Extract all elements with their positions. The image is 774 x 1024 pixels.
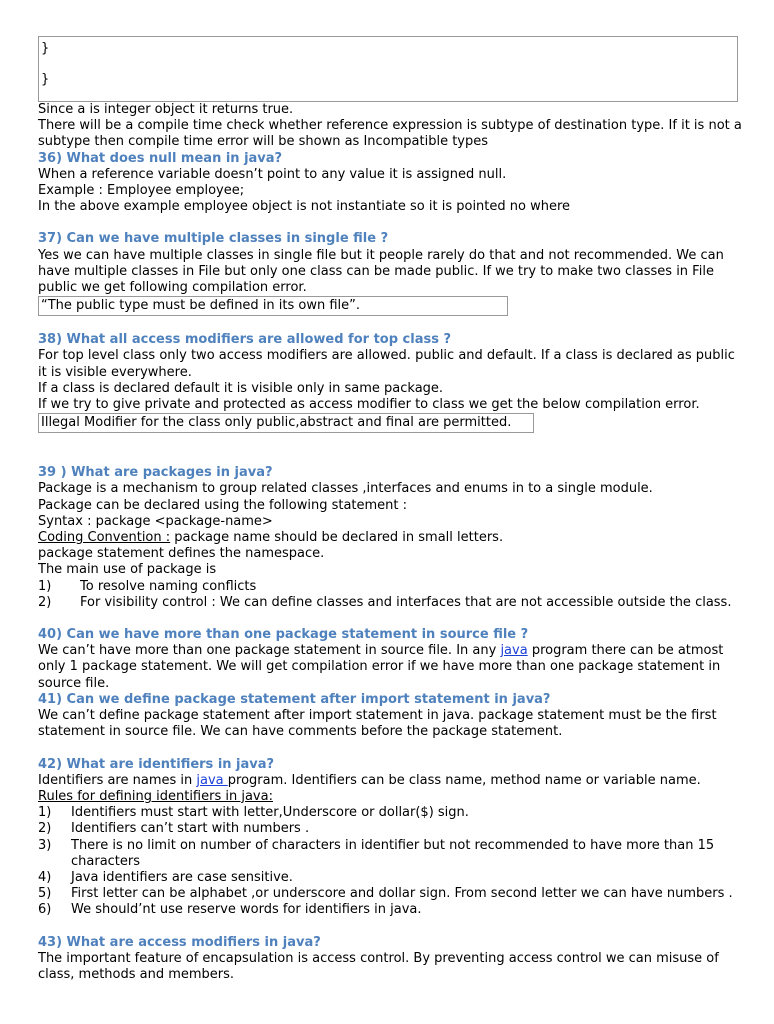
list-text: There is no limit on number of characters in identifier but not recommended to have more than 15 characters — [71, 837, 715, 869]
list-text: Identifiers must start with letter,Underscore or dollar($) sign. — [71, 805, 469, 821]
error-box: “The public type must be defined in its own file”. — [38, 296, 508, 316]
list-item — [38, 838, 744, 870]
list-text: First letter can be alphabet ,or underscore and dollar sign. From second letter we can have numbers . — [71, 886, 733, 902]
heading-q38: 38) What all access modifiers are allowed for top class ? — [38, 332, 452, 348]
answer-line: Example : Employee employee; — [38, 183, 245, 199]
answer-line: If we try to give private and protected as access modifier to class we get the below compilation error. — [38, 397, 700, 413]
list-text: We should’nt use reserve words for identifiers in java. — [71, 902, 422, 918]
list-text: To resolve naming conflicts — [80, 578, 257, 594]
list-text: For visibility control : We can define classes and interfaces that are not accessible outside the class. — [80, 594, 732, 610]
answer-line: Package is a mechanism to group related classes ,interfaces and enums in to a single module. — [38, 481, 653, 497]
answer-text: Yes we can have multiple classes in single file but it people rarely do that and not recommended. We can have multiple classes in File but only one class can be made public. If we try to make two classes in File public we get following compilation error. — [38, 247, 724, 296]
answer-line: In the above example employee object is not instantiate so it is pointed no where — [38, 199, 571, 215]
list-item — [38, 886, 744, 902]
heading-q41: 41) Can we define package statement after import statement in java? — [38, 691, 551, 707]
intro-line: There will be a compile time check whether reference expression is subtype of destination type. If it is not a subtype then compile time error will be shown as Incompatible types — [38, 118, 742, 150]
list-item — [38, 821, 744, 837]
answer-text — [38, 773, 744, 789]
coding-convention-label: Coding Convention : — [38, 530, 171, 546]
answer-text-part: program there can be atmost only 1 package statement. We will get compilation error if we have more than one package statement in source file. — [38, 643, 724, 691]
heading-q42: 42) What are identifiers in java? — [38, 756, 275, 772]
answer-line: Syntax : package <package-name> — [38, 513, 273, 529]
list-text: Java identifiers are case sensitive. — [71, 869, 293, 885]
list-item — [38, 902, 744, 918]
code-box — [38, 36, 738, 102]
list-item — [38, 579, 744, 595]
java-link[interactable]: java — [196, 772, 228, 788]
answer-line: package statement defines the namespace. — [38, 546, 325, 562]
list-item — [38, 805, 744, 821]
list-number: 1) — [38, 578, 52, 594]
coding-convention-text: package name should be declared in small letters. — [170, 530, 504, 546]
answer-line: For top level class only two access modifiers are allowed. public and default. If a class is declared as public it is visible everywhere. — [38, 348, 735, 380]
intro-line: Since a is integer object it returns true. — [38, 102, 294, 117]
rules-label — [38, 789, 744, 805]
list-item — [38, 870, 744, 886]
heading-q36: 36) What does null mean in java? — [38, 150, 283, 166]
list-number: 5) — [38, 886, 52, 902]
error-box: Illegal Modifier for the class only public,abstract and final are permitted. — [38, 413, 534, 433]
list-number: 6) — [38, 902, 52, 918]
answer-text-part: program. Identifiers can be class name, method name or variable name. — [227, 772, 701, 788]
list-number: 1) — [38, 805, 52, 821]
answer-text: We can’t define package statement after import statement in java. package statement must be the first statement in source file. We can have comments before the package statement. — [38, 708, 717, 740]
answer-line — [38, 530, 744, 546]
list-number: 3) — [38, 837, 52, 853]
rules-label-text: Rules for defining identifiers in java: — [38, 788, 273, 804]
list-text: Identifiers can’t start with numbers . — [71, 821, 310, 837]
code-line: } — [41, 41, 50, 56]
document-page — [38, 36, 744, 983]
answer-line: If a class is declared default it is visible only in same package. — [38, 380, 444, 396]
answer-text-part: We can’t have more than one package statement in source file. In any — [38, 643, 501, 659]
heading-q39: 39 ) What are packages in java? — [38, 465, 273, 481]
heading-q40: 40) Can we have more than one package statement in source file ? — [38, 627, 529, 643]
answer-text: The important feature of encapsulation is access control. By preventing access control we can misuse of class, methods and members. — [38, 950, 719, 982]
answer-line: The main use of package is — [38, 562, 217, 578]
answer-text — [38, 643, 744, 692]
java-link[interactable]: java — [500, 643, 528, 659]
heading-q37: 37) Can we have multiple classes in single file ? — [38, 231, 389, 247]
list-number: 2) — [38, 821, 52, 837]
answer-line: Package can be declared using the following statement : — [38, 497, 408, 513]
code-line: } — [41, 72, 50, 87]
answer-line: When a reference variable doesn’t point to any value it is assigned null. — [38, 166, 507, 182]
list-number: 2) — [38, 594, 52, 610]
list-number: 4) — [38, 869, 52, 885]
answer-text-part: Identifiers are names in — [38, 772, 197, 788]
heading-q43: 43) What are access modifiers in java? — [38, 934, 321, 950]
list-item — [38, 595, 744, 611]
